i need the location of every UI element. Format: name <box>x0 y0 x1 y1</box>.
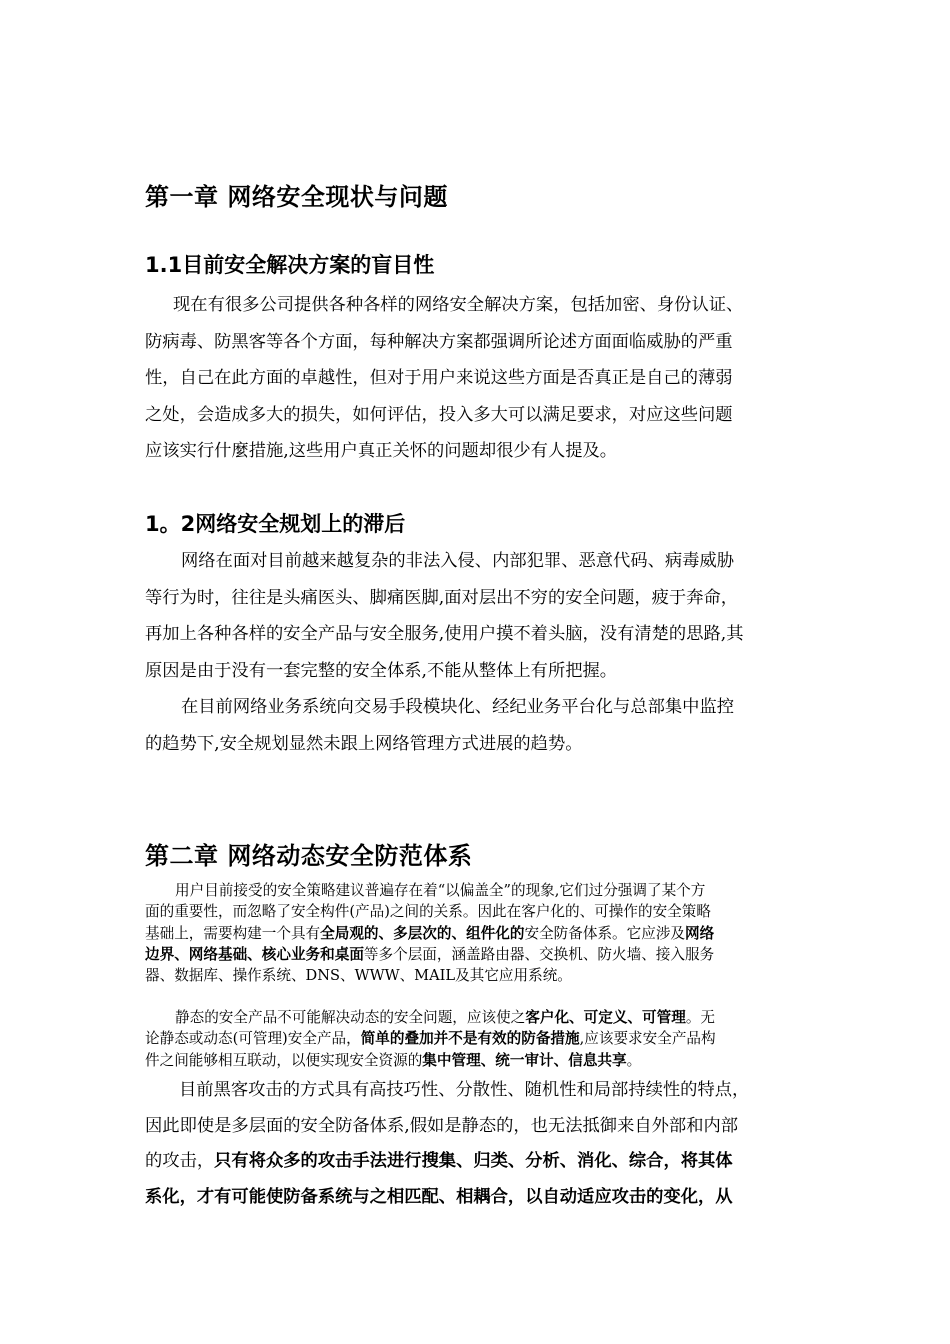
emphasis-text: 简单的叠加并不是有效的防备措施 <box>360 1030 580 1048</box>
paragraph-line: 边界、网络基础、核心业务和桌面等多个层面，涵盖路由器、交换机、防火墙、接入服务 <box>145 945 715 963</box>
emphasis-text: 边界、网络基础、核心业务和桌面 <box>145 945 364 963</box>
paragraph-line: 目前黑客攻击的方式具有高技巧性、分散性、随机性和局部持续性的特点， <box>179 1080 750 1100</box>
emphasis-text: 客户化、可定义、可管理 <box>525 1009 686 1026</box>
chapter-2-paragraph-1 <box>145 880 810 986</box>
section-1-2-title: 1。2网络安全规划上的滞后 <box>145 512 406 536</box>
emphasis-text: 只有将众多的攻击手法进行搜集、归类、分析、消化、综合，将其体 <box>214 1151 733 1172</box>
paragraph-line: 防病毒、防黑客等各个方面，每种解决方案都强调所论述方面面临威胁的严重 <box>145 331 733 352</box>
paragraph-line: 之处，会造成多大的损失，如何评估，投入多大可以满足要求，对应这些问题 <box>145 404 733 425</box>
chapter-2-title: 第二章 网络动态安全防范体系 <box>145 842 473 870</box>
section-1-1-paragraph <box>145 287 810 470</box>
section-1-1-title: 1.1目前安全解决方案的盲目性 <box>145 253 435 277</box>
chapter-1-title: 第一章 网络安全现状与问题 <box>145 183 448 211</box>
emphasis-text: 系化，才有可能使防备系统与之相匹配、相耦合，以自动适应攻击的变化，从 <box>145 1187 733 1208</box>
section-1-2-paragraph <box>145 543 810 762</box>
paragraph-line: 基础上，需要构建一个具有全局观的、多层次的、组件化的安全防备体系。它应涉及网络 <box>145 924 715 942</box>
paragraph-line: 等行为时，往往是头痛医头、脚痛医脚,面对层出不穷的安全问题，疲于奔命， <box>145 587 739 608</box>
paragraph-line: 器、数据库、操作系统、DNS、WWW、MAIL及其它应用系统。 <box>145 967 572 985</box>
paragraph-line: 的趋势下,安全规划显然未跟上网络管理方式进展的趋势。 <box>145 733 583 754</box>
emphasis-text: 全局观的、多层次的、组件化的 <box>320 924 525 942</box>
paragraph-line: 应该实行什麼措施,这些用户真正关怀的问题却很少有人提及。 <box>145 441 618 461</box>
paragraph-line: 原因是由于没有一套完整的安全体系,不能从整体上有所把握。 <box>145 660 618 681</box>
emphasis-text: 网络 <box>685 924 715 942</box>
paragraph-line: 因此即使是多层面的安全防备体系,假如是静态的，也无法抵御来自外部和内部 <box>145 1115 739 1136</box>
paragraph-line: 论静态或动态(可管理)安全产品，简单的叠加并不是有效的防备措施,应该要求安全产品构 <box>145 1030 716 1048</box>
paragraph-line: 静态的安全产品不可能解决动态的安全问题，应该使之客户化、可定义、可管理。无 <box>175 1009 716 1026</box>
emphasis-text: 集中管理、统一审计、信息共享 <box>422 1051 627 1069</box>
chapter-2-paragraph-3 <box>145 1073 810 1216</box>
paragraph-line: 件之间能够相互联动，以便实现安全资源的集中管理、统一审计、信息共享。 <box>145 1051 642 1069</box>
paragraph-line: 在目前网络业务系统向交易手段模块化、经纪业务平台化与总部集中监控 <box>181 697 735 717</box>
paragraph-line: 现在有很多公司提供各种各样的网络安全解决方案，包括加密、身份认证、 <box>173 295 744 315</box>
paragraph-line: 用户目前接受的安全策略建议普遍存在着“以偏盖全”的现象,它们过分强调了某个方 <box>175 882 706 899</box>
paragraph-line: 面的重要性，而忽略了安全构件(产品)之间的关系。因此在客户化的、可操作的安全策略 <box>145 903 711 921</box>
chapter-2-paragraph-2 <box>145 1007 810 1071</box>
paragraph-line: 网络在面对目前越来越复杂的非法入侵、内部犯罪、恶意代码、病毒威胁 <box>181 551 735 571</box>
paragraph-line: 再加上各种各样的安全产品与安全服务,使用户摸不着头脑，没有清楚的思路,其 <box>145 624 744 644</box>
paragraph-line: 性，自己在此方面的卓越性，但对于用户来说这些方面是否真正是自己的薄弱 <box>145 368 733 388</box>
paragraph-line: 的攻击，只有将众多的攻击手法进行搜集、归类、分析、消化、综合，将其体 <box>145 1151 733 1172</box>
paragraph-line <box>145 1180 810 1216</box>
